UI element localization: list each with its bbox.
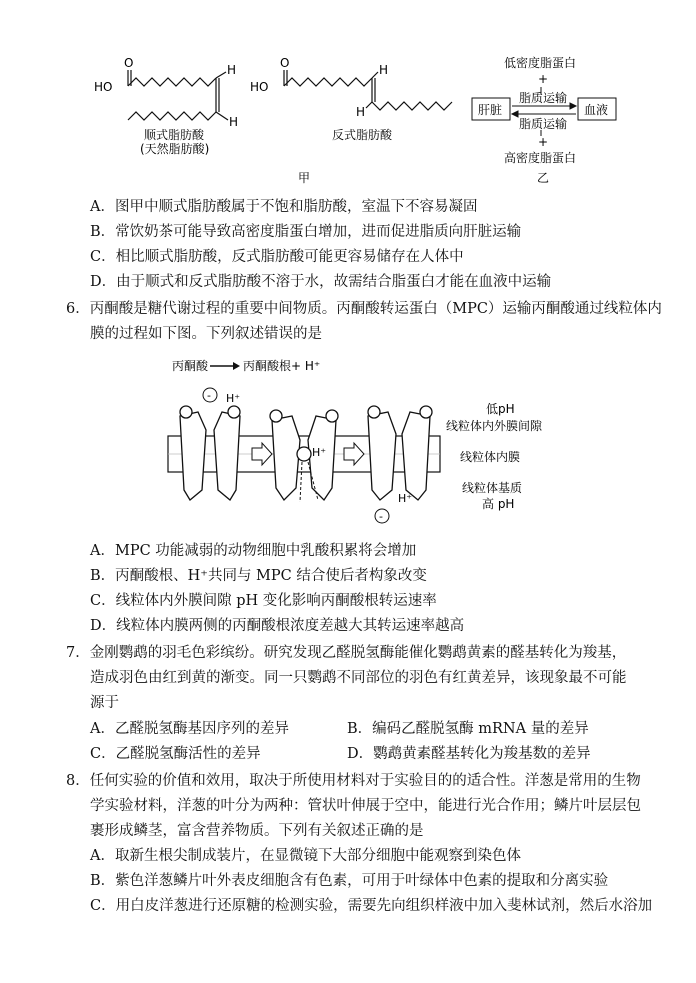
q6-option-d: D．线粒体内膜两侧的丙酮酸根浓度差越大其转运速率越高 xyxy=(90,618,465,634)
pyruvate-h-label: 丙酮酸根+ H⁺ xyxy=(243,359,321,373)
q8-stem-line3: 裹形成鳞茎，富含营养物质。下列有关叙述正确的是 xyxy=(90,823,424,839)
fatty-acid-figure xyxy=(0,50,696,190)
mpc-protein-2 xyxy=(270,410,338,500)
q7-option-c: C．乙醛脱氢酶活性的差异 xyxy=(90,746,261,762)
panel-yi-label: 乙 xyxy=(537,171,550,185)
trans-ho-label: HO xyxy=(250,80,269,94)
q5-option-c: C．相比顺式脂肪酸，反式脂肪酸可能更容易储存在人体中 xyxy=(90,249,464,265)
q6-option-c: C．线粒体内外膜间隙 pH 变化影响丙酮酸根转运速率 xyxy=(90,593,437,609)
q8-option-b: B．紫色洋葱鳞片叶外表皮细胞含有色素，可用于叶绿体中色素的提取和分离实验 xyxy=(90,873,609,889)
trans-h-bottom: H xyxy=(356,105,366,119)
inner-membrane-label: 线粒体内膜 xyxy=(460,450,521,464)
transport-bottom-label: 脂质运输 xyxy=(519,117,568,131)
minus-top: - xyxy=(207,389,211,402)
q6-option-a: A．MPC 功能减弱的动物细胞中乳酸积累将会增加 xyxy=(90,543,417,559)
q6-stem-line2: 膜的过程如下图。下列叙述错误的是 xyxy=(90,326,322,342)
q7-option-b: B．编码乙醛脱氢酶 mRNA 量的差异 xyxy=(347,721,589,737)
h-plus-mid: H⁺ xyxy=(312,446,327,459)
cis-natural-label: (天然脂肪酸) xyxy=(140,142,210,156)
q5-option-b: B．常饮奶茶可能导致高密度脂蛋白增加，进而促进脂质向肝脏运输 xyxy=(90,224,522,240)
hdl-plus: + xyxy=(538,135,549,149)
trans-h-top: H xyxy=(379,63,389,77)
liver-label: 肝脏 xyxy=(478,103,503,117)
transport-top-label: 脂质运输 xyxy=(519,91,568,105)
ldl-label: 低密度脂蛋白 xyxy=(504,56,577,70)
q5-option-d: D．由于顺式和反式脂肪酸不溶于水，故需结合脂蛋白才能在血液中运输 xyxy=(90,274,552,290)
cis-ho-label: HO xyxy=(94,80,113,94)
minus-bottom: - xyxy=(379,510,383,523)
cis-h-bottom: H xyxy=(229,115,239,129)
q8-stem-line1: 8．任何实验的价值和效用，取决于所使用材料对于实验目的的适合性。洋葱是常用的生物 xyxy=(66,773,641,789)
q7-option-d: D．鹦鹉黄素醛基转化为羧基数的差异 xyxy=(347,746,591,762)
h-plus-top: H⁺ xyxy=(226,392,241,405)
cis-o-label: O xyxy=(124,56,134,70)
matrix-label: 线粒体基质 xyxy=(462,481,523,495)
intermembrane-label: 线粒体内外膜间隙 xyxy=(446,419,543,433)
q5-option-a: A．图甲中顺式脂肪酸属于不饱和脂肪酸，室温下不容易凝固 xyxy=(90,199,478,215)
q7-stem-line1: 7．金刚鹦鹉的羽毛色彩缤纷。研究发现乙醛脱氢酶能催化鹦鹉黄素的醛基转化为羧基， xyxy=(66,645,627,661)
trans-o-label: O xyxy=(280,56,290,70)
low-ph-label: 低pH xyxy=(486,402,515,416)
q8-option-a: A．取新生根尖制成装片，在显微镜下大部分细胞中能观察到染色体 xyxy=(90,848,521,864)
cis-h-top: H xyxy=(227,63,237,77)
high-ph-label: 高 pH xyxy=(482,497,515,511)
hdl-label: 高密度脂蛋白 xyxy=(504,151,577,165)
q6-stem-line1: 6．丙酮酸是糖代谢过程的重要中间物质。丙酮酸转运蛋白（MPC）运输丙酮酸通过线粒体内 xyxy=(66,301,662,317)
q8-stem-line2: 学实验材料，洋葱的叶分为两种：管状叶伸展于空中，能进行光合作用；鳞片叶层层包 xyxy=(90,798,641,814)
pyruvic-acid-label: 丙酮酸 xyxy=(172,359,209,373)
q7-stem-line3: 源于 xyxy=(90,695,119,711)
ldl-plus: + xyxy=(538,72,549,86)
panel-jia-label: 甲 xyxy=(298,171,311,185)
q7-option-a: A．乙醛脱氢酶基因序列的差异 xyxy=(90,721,289,737)
q8-option-c: C．用白皮洋葱进行还原糖的检测实验，需要先向组织样液中加入斐林试剂，然后水浴加 xyxy=(90,898,653,914)
cis-label: 顺式脂肪酸 xyxy=(144,128,205,142)
q6-option-b: B．丙酮酸根、H⁺共同与 MPC 结合使后者构象改变 xyxy=(90,568,427,584)
mpc-transport-figure xyxy=(0,350,696,530)
trans-fatty-acid-structure xyxy=(284,70,452,110)
q7-stem-line2: 造成羽色由红到黄的渐变。同一只鹦鹉不同部位的羽色有红黄差异，该现象最不可能 xyxy=(90,670,627,686)
h-plus-bottom: H⁺ xyxy=(398,492,413,505)
blood-label: 血液 xyxy=(584,103,609,117)
cis-fatty-acid-structure xyxy=(128,70,228,120)
trans-label: 反式脂肪酸 xyxy=(332,128,393,142)
